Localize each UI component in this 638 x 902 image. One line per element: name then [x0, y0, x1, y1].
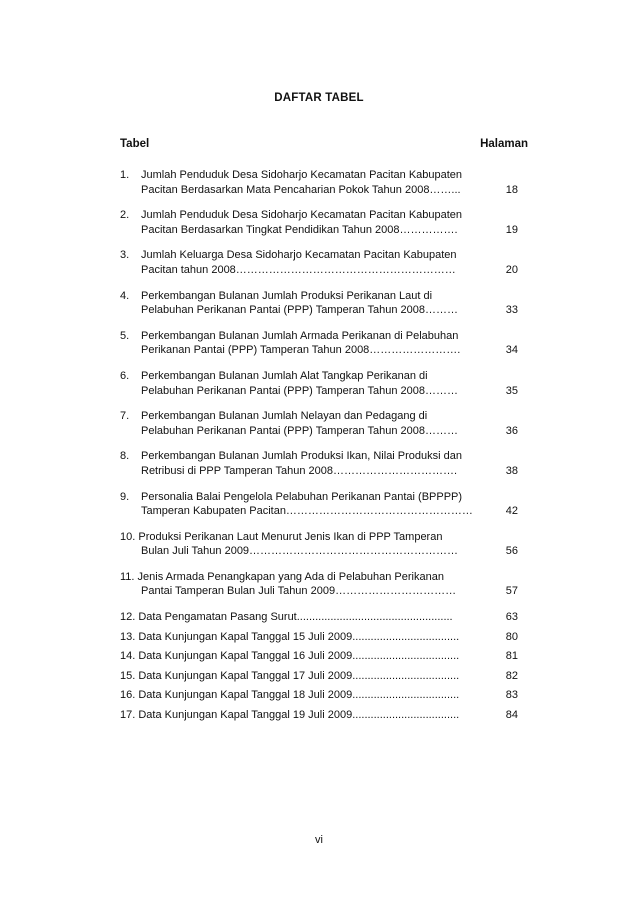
entry-text: Jenis Armada Penangkapan yang Ada di Pelabuhan Perikanan	[137, 570, 444, 583]
entry-number: 16.	[120, 689, 136, 702]
entry-number: 14.	[120, 650, 136, 663]
entry-number: 12.	[120, 611, 136, 624]
entry-number: 1.	[120, 169, 130, 181]
entry-caption-line	[120, 688, 488, 703]
entry-text: Data Kunjungan Kapal Tanggal 19 Juli 2009...................................	[138, 709, 460, 722]
entry-caption-line	[120, 544, 488, 559]
entry-caption-line	[120, 630, 488, 645]
entry-number: 8.	[120, 450, 130, 463]
entry-caption-line: Perkembangan Bulanan Jumlah Produksi Ikan, Nilai Produksi dan	[141, 450, 463, 463]
entry-text: Data Kunjungan Kapal Tanggal 18 Juli 2009...................................	[138, 689, 460, 702]
entry-page-number: 18	[505, 183, 518, 196]
entry-caption	[141, 490, 509, 519]
entry-number: 7.	[120, 410, 130, 423]
entry-caption-line: Jumlah Penduduk Desa Sidoharjo Kecamatan Pacitan Kabupaten	[141, 209, 463, 222]
entry-caption-line: Jumlah Penduduk Desa Sidoharjo Kecamatan Pacitan Kabupaten	[141, 169, 463, 181]
entry-page-number: 33	[505, 304, 518, 317]
entry-caption	[120, 649, 488, 664]
list-item	[120, 649, 530, 664]
entry-caption-line: Perkembangan Bulanan Jumlah Produksi Perikanan Laut di	[141, 289, 433, 302]
entry-caption-line	[120, 530, 488, 545]
entry-page-number: 42	[505, 505, 518, 518]
column-header-tabel: Tabel	[120, 138, 150, 150]
entry-page-number: 84	[505, 709, 518, 722]
entry-caption-line: Personalia Balai Pengelola Pelabuhan Perikanan Pantai (BPPPP)	[141, 490, 463, 503]
column-header-halaman: Halaman	[480, 138, 528, 150]
table-list	[120, 168, 530, 728]
entry-caption-line: Perkembangan Bulanan Jumlah Nelayan dan Pedagang di	[141, 410, 428, 423]
list-item	[120, 490, 530, 519]
entry-text: Data Kunjungan Kapal Tanggal 16 Juli 2009...................................	[138, 650, 460, 663]
list-item	[120, 289, 530, 318]
entry-caption	[141, 289, 509, 318]
entry-number: 9.	[120, 490, 130, 503]
entry-page-number: 34	[505, 344, 518, 357]
entry-page-number: 57	[505, 585, 518, 598]
entry-caption	[120, 688, 488, 703]
entry-number: 5.	[120, 329, 130, 342]
list-item	[120, 530, 530, 559]
entry-number: 17.	[120, 709, 136, 722]
entry-page-number: 35	[505, 384, 518, 397]
list-item	[120, 329, 530, 358]
entry-caption-line	[120, 610, 488, 625]
page-number: vi	[315, 834, 323, 846]
entry-caption-line: Perkembangan Bulanan Jumlah Alat Tangkap Perikanan di	[141, 369, 428, 382]
entry-page-number: 19	[505, 223, 518, 236]
entry-number: 3.	[120, 249, 130, 262]
entry-caption-line	[120, 584, 488, 599]
page-title: DAFTAR TABEL	[274, 92, 364, 104]
entry-number: 13.	[120, 630, 136, 643]
list-item	[120, 708, 530, 723]
entry-caption	[141, 449, 509, 478]
entry-page-number: 38	[505, 464, 518, 477]
entry-text: Data Pengamatan Pasang Surut...................................................	[138, 611, 453, 624]
entry-caption-line: Perkembangan Bulanan Jumlah Armada Perikanan di Pelabuhan	[141, 329, 459, 342]
entry-number: 10.	[120, 530, 136, 543]
entry-caption-line	[120, 649, 488, 664]
list-item	[120, 208, 530, 237]
entry-caption-line: Pelabuhan Perikanan Pantai (PPP) Tamperan Tahun 2008………	[141, 384, 458, 397]
entry-caption	[141, 208, 509, 237]
entry-caption-line	[120, 570, 488, 585]
entry-caption-line: Retribusi di PPP Tamperan Tahun 2008…………………………….	[141, 464, 458, 477]
list-item	[120, 248, 530, 277]
entry-caption	[120, 630, 488, 645]
entry-caption-line: Tamperan Kabupaten Pacitan……………………………………………	[141, 505, 473, 518]
entry-number: 15.	[120, 669, 136, 682]
list-item	[120, 669, 530, 684]
entry-caption	[141, 329, 509, 358]
entry-page-number: 83	[505, 689, 518, 702]
list-item	[120, 570, 530, 599]
entry-number: 6.	[120, 369, 130, 382]
entry-caption-line: Pacitan Berdasarkan Mata Pencaharian Pokok Tahun 2008……...	[141, 183, 461, 196]
entry-caption-line	[120, 708, 488, 723]
entry-caption-line: Pelabuhan Perikanan Pantai (PPP) Tamperan Tahun 2008………	[141, 304, 458, 317]
entry-caption-line: Pacitan Berdasarkan Tingkat Pendidikan Tahun 2008…………….	[141, 223, 458, 236]
entry-caption-line: Pacitan tahun 2008……………………………………………………	[141, 263, 456, 276]
entry-caption	[141, 369, 509, 398]
entry-text: Produksi Perikanan Laut Menurut Jenis Ikan di PPP Tamperan	[138, 530, 443, 543]
list-item	[120, 369, 530, 398]
entry-caption	[120, 669, 488, 684]
entry-caption	[120, 708, 488, 723]
list-item	[120, 409, 530, 438]
entry-caption-line	[120, 669, 488, 684]
entry-page-number: 80	[505, 630, 518, 643]
entry-caption-line: Perikanan Pantai (PPP) Tamperan Tahun 2008…………………….	[141, 344, 461, 357]
entry-page-number: 82	[505, 669, 518, 682]
entry-page-number: 56	[505, 545, 518, 558]
entry-caption	[120, 530, 488, 559]
entry-number: 4.	[120, 289, 130, 302]
entry-caption	[120, 570, 488, 599]
entry-number: 11.	[120, 570, 135, 583]
list-item	[120, 630, 530, 645]
entry-caption-line: Pelabuhan Perikanan Pantai (PPP) Tamperan Tahun 2008………	[141, 424, 458, 437]
entry-caption	[141, 248, 509, 277]
entry-caption-line: Jumlah Keluarga Desa Sidoharjo Kecamatan Pacitan Kabupaten	[141, 249, 457, 262]
list-item	[120, 449, 530, 478]
list-item	[120, 688, 530, 703]
entry-page-number: 20	[505, 263, 518, 276]
entry-caption	[141, 168, 509, 197]
list-item	[120, 610, 530, 625]
entry-page-number: 63	[505, 611, 518, 624]
entry-number: 2.	[120, 209, 130, 222]
entry-page-number: 36	[505, 424, 518, 437]
entry-text: Bulan Juli Tahun 2009…………………………………………………	[141, 545, 459, 558]
entry-caption	[141, 409, 509, 438]
entry-text: Data Kunjungan Kapal Tanggal 17 Juli 2009...................................	[138, 669, 460, 682]
entry-page-number: 81	[505, 650, 518, 663]
entry-text: Pantai Tamperan Bulan Juli Tahun 2009……………………………	[141, 585, 457, 598]
list-item	[120, 168, 530, 197]
entry-text: Data Kunjungan Kapal Tanggal 15 Juli 2009...................................	[138, 630, 460, 643]
entry-caption	[120, 610, 488, 625]
